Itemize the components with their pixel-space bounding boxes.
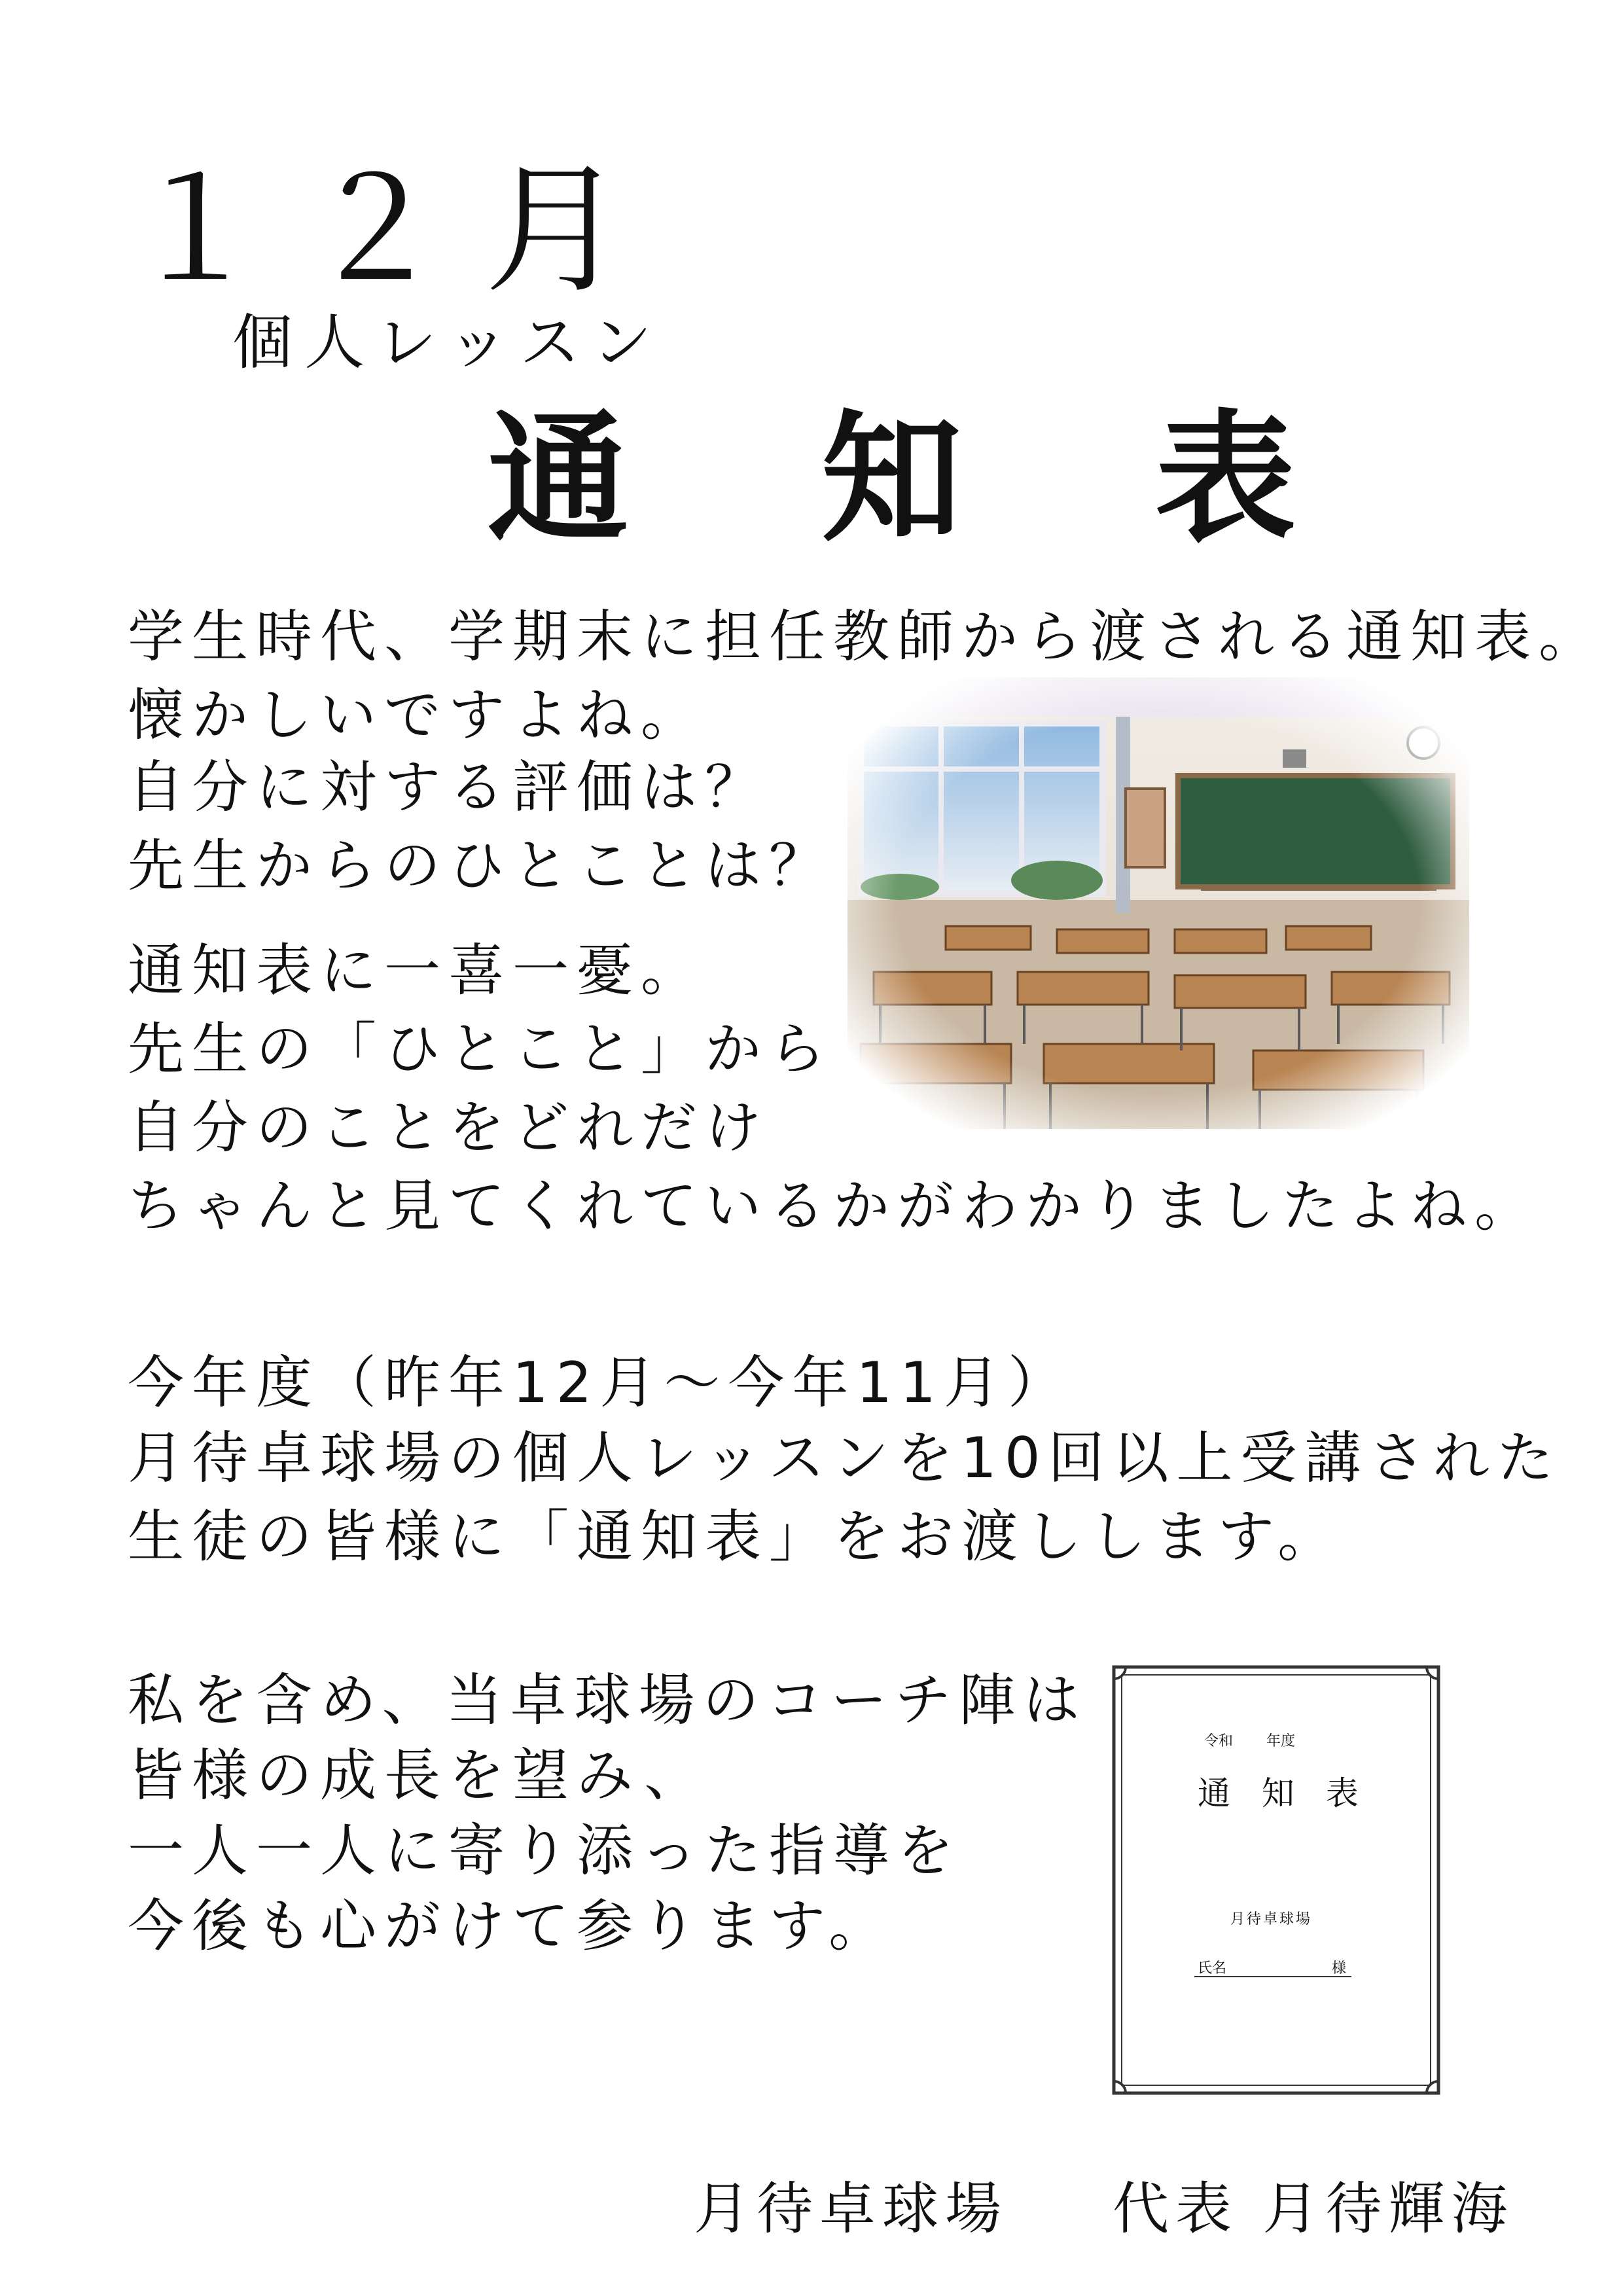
classroom-illustration [847, 677, 1469, 1129]
report-card-frame [1106, 1659, 1446, 2101]
closing-line: 今後も心がけて参ります。 [128, 1893, 893, 1959]
announcement-line: 今年度（昨年12月～今年11月） [128, 1350, 1072, 1416]
signature-org: 月待卓球場 [694, 2176, 1008, 2242]
announcement-line: 月待卓球場の個人レッスンを10回以上受講された [128, 1426, 1561, 1491]
reflection-line: ちゃんと見てくれているかがわかりましたよね。 [128, 1174, 1539, 1239]
page-title: 通 知 表 [488, 395, 1368, 561]
report-card-club: 月待卓球場 [1230, 1911, 1313, 1928]
month-heading: １２月 [124, 148, 664, 312]
reflection-line: 先生の「ひとこと」から [128, 1016, 833, 1082]
announcement-line: 生徒の皆様に「通知表」をお渡しします。 [128, 1504, 1342, 1570]
intro-line: 学生時代、学期末に担任教師から渡される通知表。 [128, 604, 1603, 670]
report-card-title: 通 知 表 [1198, 1774, 1369, 1812]
intro-line: 自分に対する評価は？ [128, 755, 769, 820]
name-label: 氏名 [1198, 1960, 1227, 1977]
subtitle: 個人レッスン [232, 308, 664, 378]
reflection-line: 自分のことをどれだけ [128, 1095, 769, 1160]
report-card-illustration [1106, 1659, 1446, 2101]
closing-line: 私を含め、当卓球場のコーチ陣は [128, 1668, 1088, 1733]
intro-line: 先生からのひとことは？ [128, 833, 833, 899]
reflection-line: 通知表に一喜一憂。 [128, 938, 705, 1003]
signature-representative: 代表 月待輝海 [1113, 2176, 1514, 2242]
year-label: 年度 [1266, 1733, 1296, 1749]
closing-line: 皆様の成長を望み、 [128, 1743, 709, 1808]
intro-line: 懐かしいですよね。 [128, 683, 705, 748]
closing-line: 一人一人に寄り添った指導を [128, 1818, 961, 1884]
era-label: 令和 [1204, 1733, 1234, 1749]
honorific-label: 様 [1332, 1960, 1347, 1977]
